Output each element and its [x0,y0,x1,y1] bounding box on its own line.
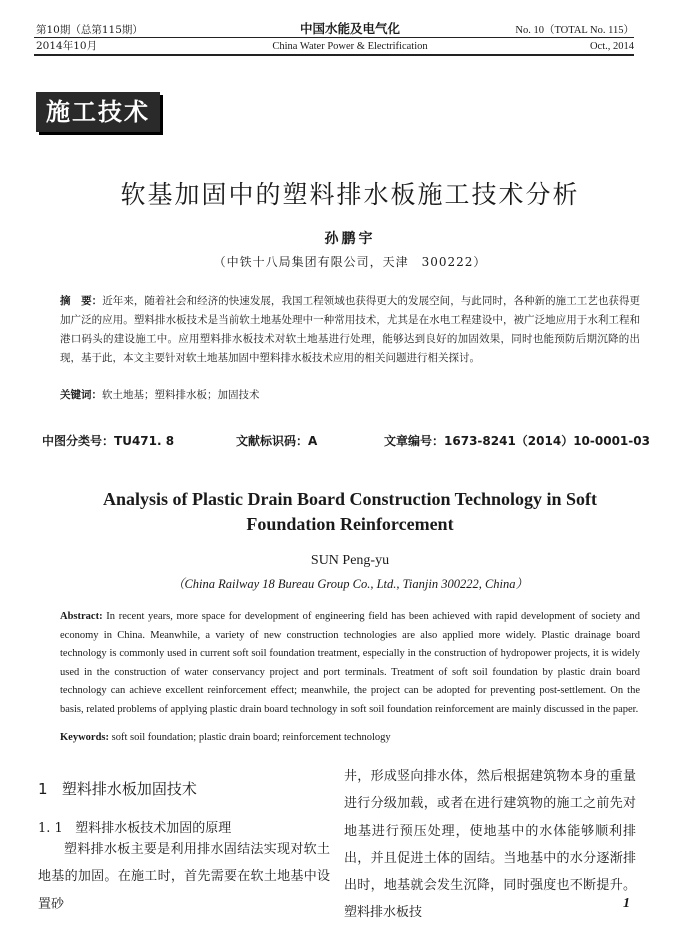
clc-label: 中图分类号： [42,434,115,448]
section-1-number: 1 [38,780,48,798]
header-date-en: Oct., 2014 [589,41,634,52]
page-number: 1 [623,896,630,911]
header-date-cn: 2014年10月 [36,40,98,52]
keywords-en-label: Keywords: [60,732,109,743]
abstract-cn-text: 近年来，随着社会和经济的快速发展，我国工程领域也获得更大的发展空间，与此同时，各种新的施工工艺也获得更加广泛的应用。塑料排水板技术是当前软土地基处理中一种常用技术，尤其是在水电工程建设中，被广泛地应用于水利工程和港口码头的建设施工中。应用塑料排水板技术对软土地基进行处理，能够达到良好的加固效果，同时也能预防后期沉降的出现，基于此，本文主要针对软土地基加固中塑料排水板技术应用的相关问题进行相关探讨。 [60,295,640,364]
affiliation-en: （China Railway 18 Bureau Group Co., Ltd., Tianjin 300222, China） [171,577,529,591]
header-issue-en: No. 10（TOTAL No. 115） [515,25,634,36]
affiliation-cn: （中铁十八局集团有限公司，天津 300222） [213,255,487,269]
article-number [384,432,650,449]
keywords-en [60,729,640,748]
section-1-1-heading [38,817,231,836]
author-cn: 孙鹏宇 [324,231,376,247]
document-code-value: A [308,434,318,448]
section-tag: 施工技术 [36,92,160,132]
header-journal-cn: 中国水能及电气化 [299,21,400,36]
header-divider [34,37,634,38]
author-en: SUN Peng-yu [310,553,390,568]
header-bottom-rule [34,54,634,56]
abstract-cn [60,292,640,368]
header-issue-cn: 第10期（总第115期） [36,24,143,36]
header-journal-en: China Water Power & Electrification [272,41,428,52]
body-left-paragraph: 塑料排水板主要是利用排水固结法实现对软土地基的加固。在施工时，首先需要在软土地基中设置砂 [38,842,330,912]
document-code [236,432,317,449]
section-1-1-title: 塑料排水板技术加固的原理 [75,821,232,836]
abstract-en-text: In recent years, more space for development of engineering field has been achieved with rapid development of society and economy in China. Meanwhile, a variety of new construction technologies are also applied more widely. Plastic drainage board technology is commonly used in current soft soil foundation treatment, especially in the construction of hydropower projects, it is widely used in the construction of water conservancy project and port terminals. Treatment of soft soil foundation by plastic drain board technology can achieve excellent reinforcement effect; meanwhile, the project can be adopted for preventing post-settlement. On the basis, related problems of applying plastic drain board technology in soft soil foundation reinforcement are mainly discussed in the paper. [60,611,641,715]
abstract-en [60,608,640,720]
abstract-cn-label: 摘 要： [60,295,103,307]
abstract-en-label: Abstract: [60,611,103,622]
keywords-cn-text: 软土地基；塑料排水板；加固技术 [102,389,260,401]
keywords-cn [60,386,640,405]
article-title-cn: 软基加固中的塑料排水板施工技术分析 [120,180,580,209]
section-1-heading [38,778,197,799]
article-number-label: 文章编号： [384,434,445,448]
article-title-en: Analysis of Plastic Drain Board Construction Technology in Soft Foundation Reinforcement [102,489,598,534]
section-1-1-number: 1. 1 [38,821,63,836]
keywords-en-text: soft soil foundation; plastic drain board; reinforcement technology [111,732,391,743]
clc-value: TU471. 8 [114,434,175,448]
body-right-paragraph: 井，形成竖向排水体，然后根据建筑物本身的重量进行分级加载，或者在进行建筑物的施工之前先对地基进行预压处理，使地基中的水体能够顺利排出，并且促进土体的固结。当地基中的水分逐渐排出时，地基就会发生沉降，同时强度也不断提升。塑料排水板技 [344,769,636,921]
keywords-cn-label: 关键词： [60,389,102,401]
section-1-title: 塑料排水板加固技术 [61,780,197,798]
article-number-value: 1673-8241（2014）10-0001-03 [444,434,650,448]
document-code-label: 文献标识码： [236,434,309,448]
clc-number [42,432,174,449]
